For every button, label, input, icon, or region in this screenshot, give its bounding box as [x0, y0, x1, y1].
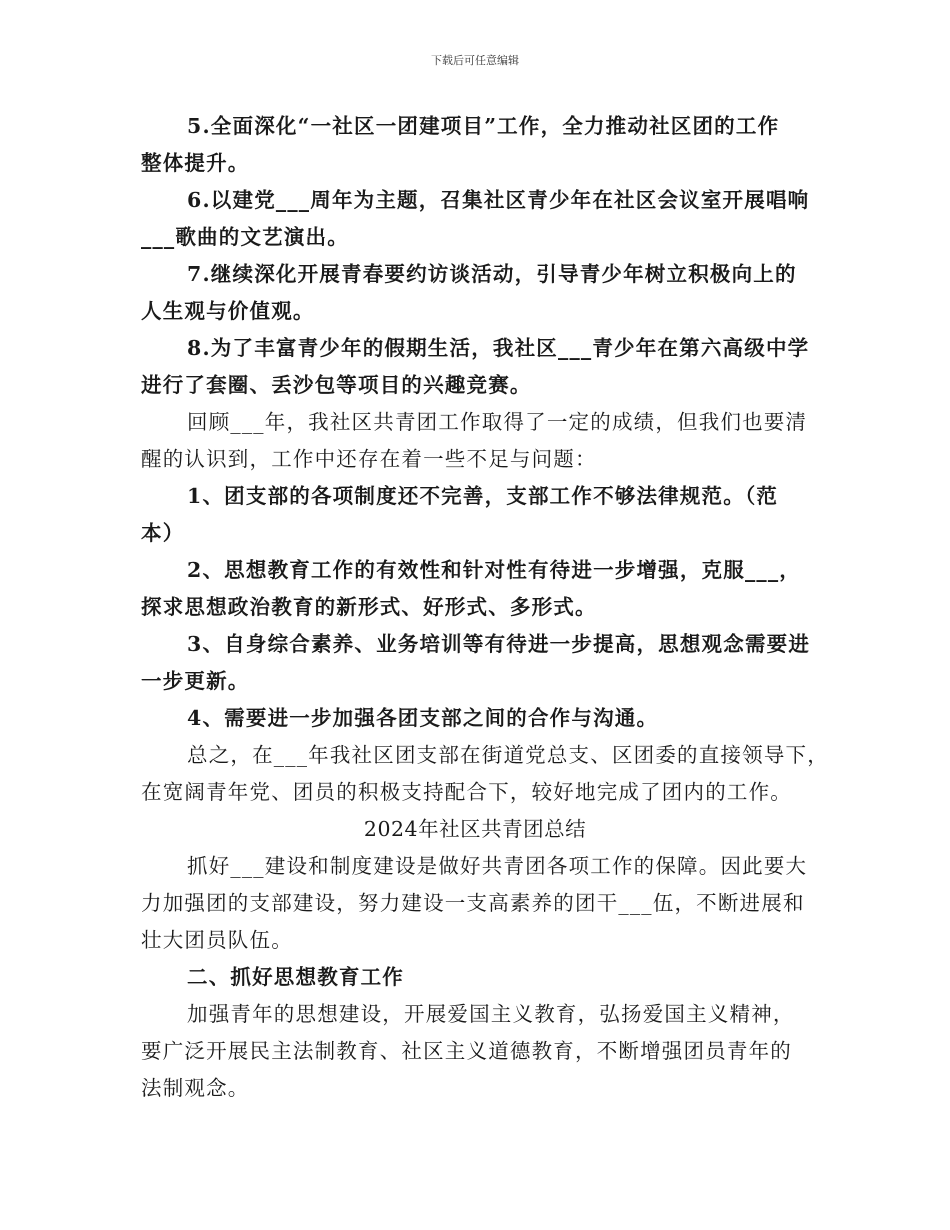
- review-paragraph-line-2: 醒的认识到，工作中还存在着一些不足与问题：: [141, 447, 597, 471]
- item-7-line-1: 7.继续深化开展青春要约访谈活动，引导青少年树立积极向上的: [187, 262, 797, 286]
- problem-1-line-1: 1、团支部的各项制度还不完善，支部工作不够法律规范。（范: [187, 484, 779, 508]
- item-6-line-2: ___歌曲的文艺演出。: [141, 225, 349, 249]
- item-8-line-2: 进行了套圈、丢沙包等项目的兴趣竞赛。: [141, 373, 532, 397]
- item-8-line-1: 8.为了丰富青少年的假期生活，我社区___青少年在第六高级中学: [187, 336, 810, 360]
- grasp-paragraph-line-3: 壮大团员队伍。: [141, 928, 293, 952]
- ideology-paragraph-line-3: 法制观念。: [141, 1076, 250, 1100]
- problem-2-line-1: 2、思想教育工作的有效性和针对性有待进一步增强，克服___，: [187, 558, 802, 582]
- item-5-line-2: 整体提升。: [141, 151, 250, 175]
- grasp-paragraph-line-2: 力加强团的支部建设，努力建设一支高素养的团干___伍，不断进展和: [141, 891, 805, 915]
- ideology-paragraph-line-1: 加强青年的思想建设，开展爱国主义教育，弘扬爱国主义精神，: [187, 1002, 795, 1026]
- item-7-line-2: 人生观与价值观。: [141, 299, 315, 323]
- summary-paragraph-line-2: 在宽阔青年党、团员的积极支持配合下，较好地完成了团内的工作。: [141, 780, 792, 804]
- item-5-line-1: 5.全面深化“一社区一团建项目”工作，全力推动社区团的工作: [187, 114, 780, 138]
- section-title: 2024年社区共青团总结: [363, 817, 587, 841]
- ideology-paragraph-line-2: 要广泛开展民主法制教育、社区主义道德教育，不断增强团员青年的: [141, 1039, 792, 1063]
- grasp-paragraph-line-1: 抓好___建设和制度建设是做好共青团各项工作的保障。因此要大: [187, 854, 808, 878]
- page-header: 下载后可任意编辑: [431, 54, 519, 67]
- problem-4-line-1: 4、需要进一步加强各团支部之间的合作与沟通。: [187, 706, 659, 730]
- problem-2-line-2: 探求思想政治教育的新形式、好形式、多形式。: [141, 595, 597, 619]
- heading-ideology-education: 二、抓好思想教育工作: [187, 965, 404, 989]
- summary-paragraph-line-1: 总之，在___年我社区团支部在街道党总支、区团委的直接领导下，: [187, 743, 829, 767]
- problem-3-line-1: 3、自身综合素养、业务培训等有待进一步提高，思想观念需要进: [187, 632, 811, 656]
- item-6-line-1: 6.以建党___周年为主题，召集社区青少年在社区会议室开展唱响: [187, 188, 810, 212]
- review-paragraph-line-1: 回顾___年，我社区共青团工作取得了一定的成绩，但我们也要清: [187, 410, 808, 434]
- problem-1-line-2: 本）: [141, 521, 185, 545]
- problem-3-line-2: 一步更新。: [141, 669, 250, 693]
